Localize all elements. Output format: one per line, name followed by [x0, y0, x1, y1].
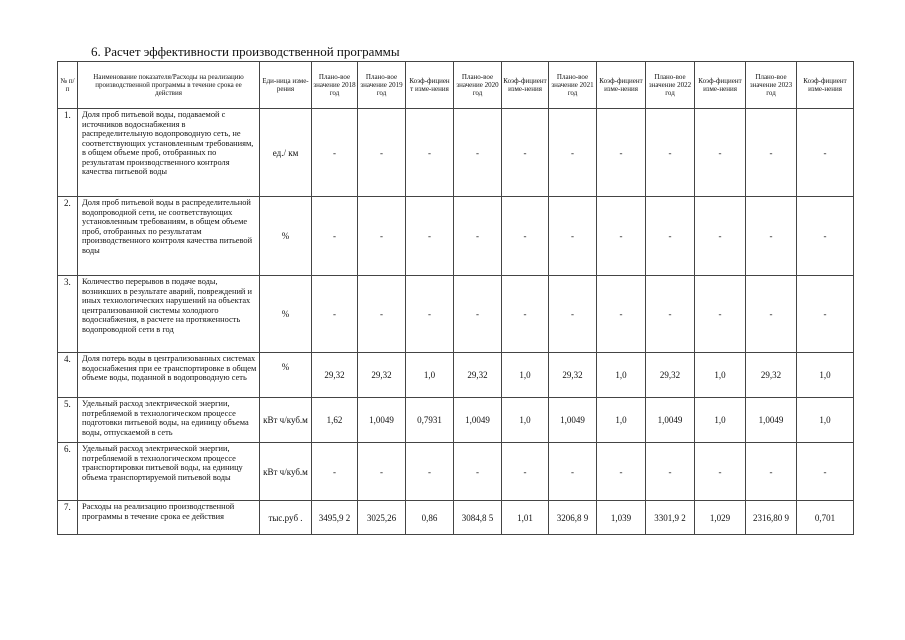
header-cell-plan-2022: Плано-вое значение 2022 год [646, 62, 695, 109]
header-cell-coef-2019: Коэф-фициен т изме-нения [406, 62, 454, 109]
row-number: 3. [58, 276, 78, 353]
row-value: - [646, 109, 695, 197]
row-value: - [454, 276, 502, 353]
row-value: 1,0 [597, 398, 646, 443]
row-value: - [406, 276, 454, 353]
row-value: - [312, 443, 358, 501]
row-value: 1,0 [597, 353, 646, 398]
row-value: 0,7931 [406, 398, 454, 443]
row-value: - [406, 197, 454, 276]
row-value: - [597, 443, 646, 501]
row-value: - [597, 109, 646, 197]
row-unit: % [260, 353, 312, 398]
row-value: - [746, 109, 797, 197]
row-value: - [358, 443, 406, 501]
header-cell-coef-2022: Коэф-фициент изме-нения [695, 62, 746, 109]
section-title: 6. Расчет эффективности производственной программы [91, 44, 400, 59]
row-value: 1,0 [502, 353, 549, 398]
row-value: 29,32 [549, 353, 597, 398]
row-value: - [454, 109, 502, 197]
row-value: - [597, 197, 646, 276]
table-row [58, 276, 854, 353]
row-value: 1,0 [695, 353, 746, 398]
header-cell-plan-2019: Плано-вое значение 2019 год [358, 62, 406, 109]
header-cell-coef-2023: Коэф-фициент изме-нения [797, 62, 854, 109]
row-name: Количество перерывов в подаче воды, возникших в результате аварий, повреждений и иных технологических нарушений на объектах централизованной системы холодного водоснабжения, в расчете на протяженность водопроводной сети в год [78, 276, 260, 353]
row-value: 3025,26 [358, 501, 406, 535]
row-value: 3084,8 5 [454, 501, 502, 535]
row-value: 1,0 [695, 398, 746, 443]
row-name: Удельный расход электрической энергии, потребляемой в технологическом процессе подготовки питьевой воды, на единицу объема воды, отпускаемой в сеть [78, 398, 260, 443]
row-value: - [454, 197, 502, 276]
row-value: 0,701 [797, 501, 854, 535]
row-value: 1,0049 [746, 398, 797, 443]
row-value: - [312, 197, 358, 276]
row-value: - [358, 197, 406, 276]
row-value: - [312, 276, 358, 353]
row-value: 1,0 [797, 353, 854, 398]
row-value: - [312, 109, 358, 197]
table-row [58, 443, 854, 501]
row-value: 1,0 [502, 398, 549, 443]
row-name: Удельный расход электрической энергии, потребляемой в технологическом процессе транспортировки питьевой воды, на единицу объема транспортируемой питьевой воды [78, 443, 260, 501]
row-value: - [695, 197, 746, 276]
header-cell-unit: Еди-ница изме-рения [260, 62, 312, 109]
row-value: 29,32 [312, 353, 358, 398]
header-cell-name: Наименование показателя/Расходы на реализацию производственной программы в течение срока ее действия [78, 62, 260, 109]
row-value: 29,32 [646, 353, 695, 398]
row-value: - [358, 276, 406, 353]
row-value: - [358, 109, 406, 197]
row-value: 1,62 [312, 398, 358, 443]
row-value: - [646, 197, 695, 276]
header-cell-plan-2020: Плано-вое значение 2020 год [454, 62, 502, 109]
header-cell-coef-2021: Коэф-фициент изме-нения [597, 62, 646, 109]
row-value: 29,32 [358, 353, 406, 398]
row-value: 1,0 [406, 353, 454, 398]
row-value: 0,86 [406, 501, 454, 535]
row-value: - [746, 443, 797, 501]
row-name: Расходы на реализацию производственной программы в течение срока ее действия [78, 501, 260, 535]
row-value: - [549, 276, 597, 353]
row-number: 6. [58, 443, 78, 501]
row-name: Доля проб питьевой воды в распределительной водопроводной сети, не соответствующих установленным требованиям, в общем объеме проб, отобранных по результатам производственного контроля качества питьевой воды [78, 197, 260, 276]
row-value: - [797, 197, 854, 276]
row-value: - [406, 109, 454, 197]
row-value: - [549, 443, 597, 501]
row-value: 29,32 [454, 353, 502, 398]
row-value: - [549, 197, 597, 276]
row-number: 1. [58, 109, 78, 197]
row-value: - [695, 109, 746, 197]
row-value: 29,32 [746, 353, 797, 398]
row-value: 1,0049 [358, 398, 406, 443]
row-unit: кВт ч/куб.м [260, 443, 312, 501]
row-value: - [406, 443, 454, 501]
row-value: 2316,80 9 [746, 501, 797, 535]
row-number: 2. [58, 197, 78, 276]
row-value: - [502, 109, 549, 197]
row-value: - [797, 276, 854, 353]
row-value: 1,01 [502, 501, 549, 535]
row-value: - [646, 443, 695, 501]
row-value: 1,0049 [549, 398, 597, 443]
header-cell-plan-2018: Плано-вое значение 2018 год [312, 62, 358, 109]
header-cell-num: № п/п [58, 62, 78, 109]
row-value: - [597, 276, 646, 353]
efficiency-table [57, 61, 854, 535]
header-cell-plan-2023: Плано-вое значение 2023 год [746, 62, 797, 109]
row-unit: тыс.руб . [260, 501, 312, 535]
row-value: - [502, 443, 549, 501]
row-name: Доля проб питьевой воды, подаваемой с источников водоснабжения в распределительную водопроводную сеть, не соответствующих установленным требованиям, в общем объеме проб, отобранных по результатам производственного контроля качества питьевой воды [78, 109, 260, 197]
row-value: - [695, 443, 746, 501]
row-value: - [502, 197, 549, 276]
row-number: 5. [58, 398, 78, 443]
row-value: 3301,9 2 [646, 501, 695, 535]
row-value: 1,039 [597, 501, 646, 535]
table-row [58, 109, 854, 197]
row-value: - [746, 197, 797, 276]
row-number: 4. [58, 353, 78, 398]
header-cell-plan-2021: Плано-вое значение 2021 год [549, 62, 597, 109]
row-value: 3495,9 2 [312, 501, 358, 535]
row-number: 7. [58, 501, 78, 535]
row-value: - [549, 109, 597, 197]
table-row [58, 353, 854, 398]
header-row [58, 62, 854, 109]
row-value: - [646, 276, 695, 353]
row-value: 3206,8 9 [549, 501, 597, 535]
row-value: 1,0049 [454, 398, 502, 443]
header-cell-coef-2020: Коэф-фициент изме-нения [502, 62, 549, 109]
table-row [58, 398, 854, 443]
row-value: - [502, 276, 549, 353]
row-value: - [797, 109, 854, 197]
table-row [58, 501, 854, 535]
row-unit: % [260, 197, 312, 276]
table-row [58, 197, 854, 276]
row-unit: % [260, 276, 312, 353]
row-value: - [746, 276, 797, 353]
row-value: 1,029 [695, 501, 746, 535]
row-value: 1,0049 [646, 398, 695, 443]
row-value: - [797, 443, 854, 501]
row-name: Доля потерь воды в централизованных системах водоснабжения при ее транспортировке в общем объеме воды, поданной в водопроводную сеть [78, 353, 260, 398]
row-value: - [695, 276, 746, 353]
row-unit: ед./ км [260, 109, 312, 197]
row-value: 1,0 [797, 398, 854, 443]
row-unit: кВт ч/куб.м [260, 398, 312, 443]
row-value: - [454, 443, 502, 501]
